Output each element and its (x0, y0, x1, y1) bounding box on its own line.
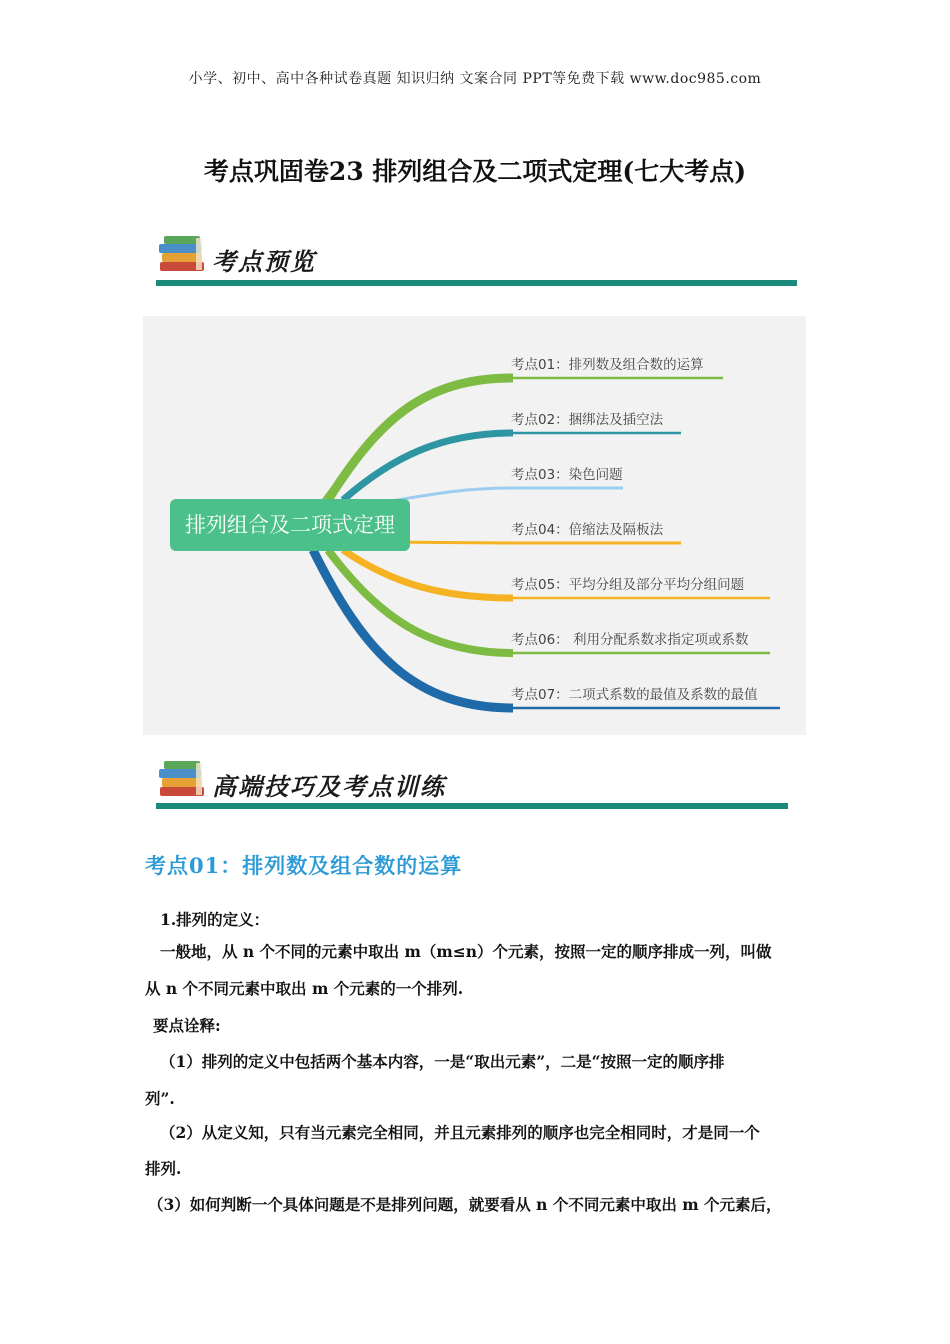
paragraph: 1.排列的定义： (160, 910, 270, 929)
mindmap-branch-label: 考点06： 利用分配系数求指定项或系数 (511, 632, 749, 648)
mindmap-branch-label: 考点07：二项式系数的最值及系数的最值 (511, 687, 758, 703)
section-label: 考点预览 (212, 247, 316, 276)
books-icon (156, 757, 208, 799)
paragraph: 从 n 个不同元素中取出 m 个元素的一个排列. (145, 979, 464, 998)
paragraph: 排列. (145, 1159, 182, 1178)
paragraph: （3）如何判断一个具体问题是不是排列问题，就要看从 n 个不同元素中取出 m 个元素后， (148, 1195, 782, 1214)
header-banner: 小学、初中、高中各种试卷真题 知识归纳 文案合同 PPT等免费下载 www.doc985.com (188, 71, 762, 87)
mindmap-branch-label: 考点03：染色问题 (511, 467, 623, 483)
paragraph: 一般地，从 n 个不同的元素中取出 m（m≤n）个元素，按照一定的顺序排成一列，叫做 (160, 942, 772, 961)
mindmap-branch-label: 考点02：捆绑法及插空法 (511, 412, 664, 428)
mindmap-root: 排列组合及二项式定理 (170, 499, 410, 551)
paragraph: （1）排列的定义中包括两个基本内容，一是“取出元素”，二是“按照一定的顺序排 (160, 1052, 725, 1071)
document-title: 考点巩固卷23 排列组合及二项式定理(七大考点) (203, 157, 747, 186)
paragraph: 要点诠释: (153, 1016, 221, 1035)
mindmap-branch-label: 考点01：排列数及组合数的运算 (511, 357, 704, 373)
books-icon (156, 232, 208, 274)
mindmap (143, 316, 806, 735)
paragraph: （2）从定义知，只有当元素完全相同，并且元素排列的顺序也完全相同时，才是同一个 (160, 1123, 760, 1142)
mindmap-branch-label: 考点04：倍缩法及隔板法 (511, 522, 664, 538)
topic-heading: 考点01：排列数及组合数的运算 (145, 853, 463, 878)
section-label: 高端技巧及考点训练 (212, 772, 446, 801)
paragraph: 列”. (145, 1089, 175, 1108)
mindmap-branch-label: 考点05：平均分组及部分平均分组问题 (511, 577, 745, 593)
section-divider (156, 280, 797, 286)
section-divider (156, 803, 788, 809)
